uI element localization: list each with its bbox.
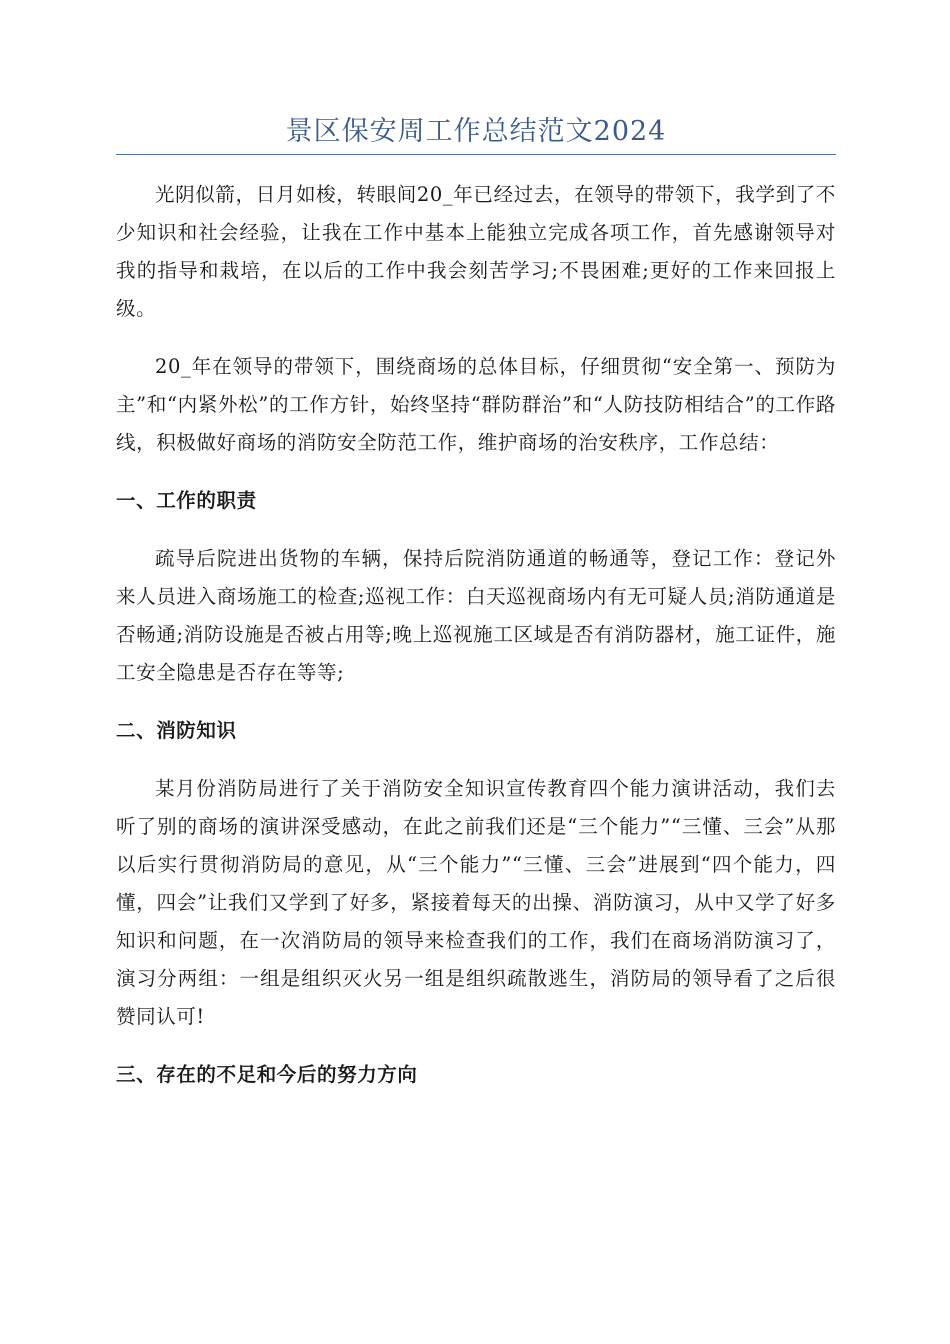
section-heading-duties: 一、工作的职责 [116,489,257,512]
title-underline [116,154,836,155]
paragraph-intro: 光阴似箭，日月如梭，转眼间20_年已经过去，在领导的带领下，我学到了不少知识和社会经验，让我在工作中基本上能独立完成各项工作，首先感谢领导对我的指导和栽培，在以后的工作中我会刻苦学习;不畏困难;更好的工作来回报上级。 [116,183,836,320]
paragraph-fire-knowledge: 某月份消防局进行了关于消防安全知识宣传教育四个能力演讲活动，我们去听了别的商场的演讲深受感动，在此之前我们还是“三个能力”“三懂、三会”从那以后实行贯彻消防局的意见，从“三个能力”“三懂、三会”进展到“四个能力，四懂，四会”让我们又学到了好多，紧接着每天的出操、消防演习，从中又学了好多知识和问题，在一次消防局的领导来检查我们的工作，我们在商场消防演习了，演习分两组：一组是组织灭火另一组是组织疏散逃生，消防局的领导看了之后很赞同认可! [116,777,836,1028]
document-title: 景区保安周工作总结范文2024 [285,116,667,147]
paragraph-duties: 疏导后院进出货物的车辆，保持后院消防通道的畅通等，登记工作：登记外来人员进入商场施工的检查;巡视工作：白天巡视商场内有无可疑人员;消防通道是否畅通;消防设施是否被占用等;晚上巡视施工区域是否有消防器材，施工证件，施工安全隐患是否存在等等; [116,547,836,684]
document-body [116,176,836,1114]
section-heading-fire-knowledge: 二、消防知识 [116,719,237,742]
section-heading-shortcomings: 三、存在的不足和今后的努力方向 [116,1063,418,1086]
paragraph-overview: 20_年在领导的带领下，围绕商场的总体目标，仔细贯彻“安全第一、预防为主”和“内紧外松”的工作方针，始终坚持“群防群治”和“人防技防相结合”的工作路线，积极做好商场的消防安全防范工作，维护商场的治安秩序，工作总结： [116,355,836,454]
